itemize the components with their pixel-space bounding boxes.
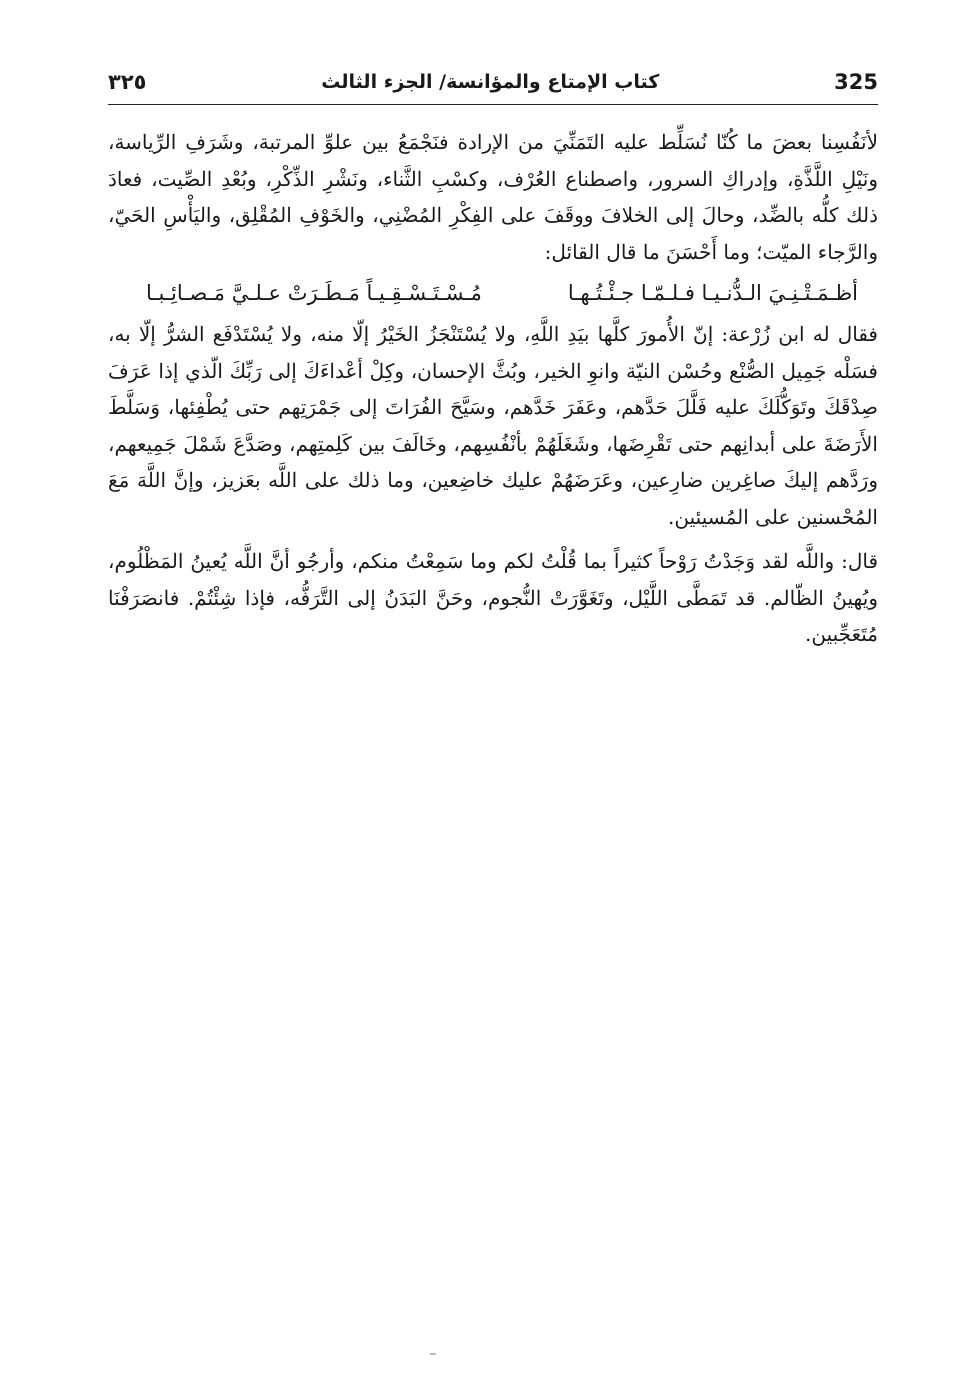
- page-number-arabic: ٣٢٥: [108, 70, 147, 94]
- verse-hemistich-2: مُـسْـتَـسْـقِـيـاً مَـطَـرَتْ عـلـيَّ مَـصـائِـبـا: [146, 281, 482, 305]
- paragraph-2: فقال له ابن زُرْعة: إنّ الأُمورَ كلَّها بيَدِ اللَّهِ، ولا يُسْتَنْجَزُ الخَيْرُ إلّا منه، ولا يُسْتَدْفَع الشرُّ إلّا به، فسَلْه جَمِيل الصُّنْع وحُسْن النيّة وانوِ الخير، وبُثَّ الإحسان، وكِلْ أعْداءَكَ إلى رَبِّكَ الّذي إذا عَرَفَ صِدْقَكَ وتَوَكُّلَكَ عليه فَلَّلَ حَدَّهم، وعَفَرَ خَدَّهم، وسَيَّحَ الفُرَاتَ إلى جَمْرَتِهم حتى يُطْفِئها، وَسَلَّطَ الأَرَضَةَ على أبدانِهم حتى تَقْرِضَها، وشَغَلَهُمْ بأنْفُسِهم، وخَالَفَ بين كَلِمتِهم، وصَدَّعَ شَمْلَ جَمِيعهم، ورَدَّهم إليكَ صاغِرين ضارِعين، وعَرَضَهُمْ عليك خاضِعين، وما ذلك على اللَّه بعَزيز، وإنَّ اللَّهَ مَعَ المُحْسنين على المُسيئين.: [108, 322, 878, 529]
- paragraph-3: قال: واللَّه لقد وَجَدْتُ رَوْحاً كثيراً بما قُلْتُ لكم وما سَمِعْتُ منكم، وأرجُو أنَّ اللَّه يُعينُ المَظْلُوم، ويُهينُ الظّالم. قد تَمَطَّى اللَّيْل، وتَغَوَّرَتْ النُّجوم، وحَنَّ البَدَنُ إلى التَّرَفُّه، فإذا شِئْتُمْ. فانصَرَفْنَا مُتَعَجِّبين.: [108, 549, 878, 646]
- paragraph-1: لأنَفُسِنا بعضَ ما كُنّا نُسَلِّط عليه التَمَنِّيَ من الإرادة فنَجْمَعُ بين علوِّ المرتبة، وشَرَفِ الرِّياسة، ونَيْلِ اللَّذَّةِ، وإدراكِ السرور، واصطناع العُرْف، وكسْبِ الثَّناء، ونَشْرِ الذِّكْرِ، وبُعْدِ الصِّيت، فعادَ ذلك كلُّه بالضِّد، وحالَ إلى الخلافَ ووقَفَ على الفِكْرِ المُضْنِي، والخَوْفِ المُقْلِق، واليَأْسِ الحَيّ، والرَّجاء الميّت؛ وما أَحْسَنَ ما قال القائل:: [108, 130, 878, 264]
- verse-line: [108, 270, 878, 316]
- page-number-latin: 325: [834, 70, 878, 94]
- running-header: [108, 64, 878, 100]
- running-title: كتاب الإمتاع والمؤانسة/ الجزء الثالث: [321, 71, 660, 93]
- header-rule: [108, 104, 878, 105]
- page-body: [108, 124, 878, 653]
- verse-hemistich-1: أظـمَـتْـنِـيَ الـدُّنـيـا فـلـمّـا جـئْـتُـهـا: [567, 281, 858, 305]
- page-speck: [430, 1353, 436, 1355]
